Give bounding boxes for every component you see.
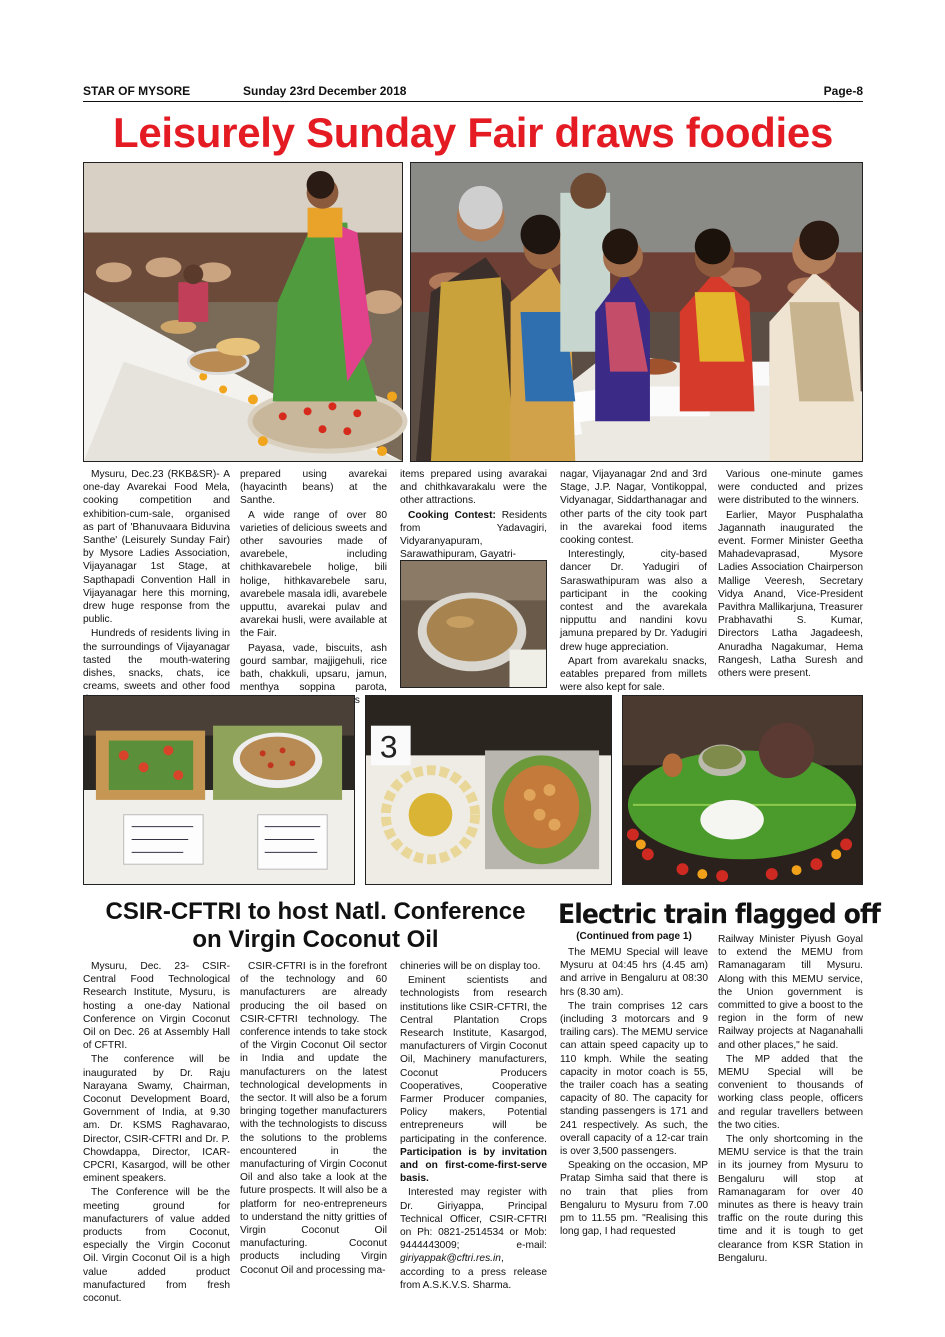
- fair-paragraph: A wide range of over 80 varieties of delicious sweets and other savouries made of avarebele, including chithkavarebele holige, bili holige, hithkavarebele saru, avarebele masala idli, avarebele upputtu, avarekai pulav and avarekai husli, were available at the Fair.: [240, 509, 387, 640]
- csir-text: Eminent scientists and technologists from research institutions like CSIR-CFTRI, the Central Plantation Crops Research Institute, Kasargod, manufacturers of Virgin Coconut Oil, Machinery manufacturers, Coconut Producers Cooperatives, Cooperative Farmer Producer companies, Policy makers, Potential entrepreneurs will be participating in the conference.: [400, 975, 547, 1145]
- fair-paragraph: [400, 509, 547, 562]
- photo-numbered-dish-entry: [365, 695, 612, 885]
- csir-paragraph: Mysuru, Dec. 23- CSIR-Central Food Technological Research Institute, Mysuru, is hosting a one-day National Conference on Virgin Coconut Oil on Dec. 26 at Assembly Hall of CFTRI.: [83, 961, 230, 1052]
- fair-paragraph: Mysuru, Dec.23 (RKB&SR)- A one-day Avarekai Food Mela, cooking competition and exhibition-cum-sale, organised as part of 'Bhanuvaara Biduvina Santhe' (Leisurely Sunday Fair) by Mysore Ladies Association, Vijayanagar 1st Stage, at Sapthapadi Convention Hall in Vijayanagar here this morning, drew huge response from the public.: [83, 469, 230, 626]
- train-paragraph: Railway Minister Piyush Goyal to extend the MEMU from Ramanagaram till Mysuru. Along with this MEMU service, the Union government is committed to give a boost to the region in the form of new Railway projects at Naganahalli and other places," he said.: [718, 934, 863, 1051]
- train-paragraph: The only shortcoming in the MEMU service is that the train in its journey from Mysuru to Bengaluru will stop at Ramanagaram for over 40 minutes as there is heavy train traffic on the route during this time and it is tough to get clearance from KSR Station in Bengaluru.: [718, 1134, 863, 1264]
- fair-paragraph: Apart from avarekalu snacks, eatables prepared from millets were also kept for sale.: [560, 655, 707, 694]
- entry-number-tag: 3: [379, 728, 398, 765]
- fair-column-3: [400, 468, 547, 561]
- photo-payasa-bowl: [400, 560, 547, 688]
- csir-paragraph: chineries will be on display too.: [400, 961, 541, 972]
- csir-paragraph: CSIR-CFTRI is in the forefront of the technology and 60 manufacturers are already producing the oil based on CSIR-CFTRI technology. The conference intends to take stock of the Virgin Coconut Oil sector in India and update the manufacturers on the latest technological developments in the sector. It will also be a forum bringing together manufacturers with the technologists to discuss the solutions to the problems encountered in the manufacturing of Virgin Coconut Oil and also take a look at the future prospects. It will also be a platform for neo-entrepreneurs to understand the nitty gritties of Virgin Coconut Oil manufacturing. Coconut products including Virgin Coconut Oil and processing ma-: [240, 961, 387, 1276]
- fair-paragraph: items prepared using avarakai and chithkavarakalu were the other attractions.: [400, 469, 547, 507]
- fair-paragraph: Hundreds of residents living in the surroundings of Vijayanagar tasted the mouth-watering dishes, snacks, chats, ice creams, sweets and other food: [83, 628, 230, 693]
- csir-paragraph: [400, 974, 547, 1185]
- fair-paragraph: prepared using avarekai (hayacinth beans) at the Santhe.: [240, 469, 387, 507]
- train-column-2: [718, 933, 863, 1268]
- fair-paragraph: Payasa, vade, biscuits, ash gourd sambar, majjigehuli, rice bath, chakkuli, upsaru, jamun, menthya soppina parota,: [240, 642, 387, 694]
- fair-paragraph: Earlier, Mayor Pusphalatha Jagannath inaugurated the event. Former Minister Geetha Mahadevaprasad, Mysore Ladies Association Chairperson Mallige Veeresh, Secretary Vidya Anand, Vice-President Pavithra Mallikarjuna, Treasurer Prabhavathi S. Kumar, Directors Latha Jagadeesh, Anuradha Nagakumar, Hema Rangesh, Latha Suresh and others were present.: [718, 509, 863, 680]
- continued-note: (Continued from page 1): [576, 931, 692, 942]
- fair-column-1: [83, 468, 230, 693]
- csir-column-1: [83, 960, 230, 1305]
- masthead: [83, 82, 863, 102]
- paper-name: STAR OF MYSORE: [83, 84, 191, 98]
- train-headline: Electric train flagged off: [558, 899, 880, 930]
- contact-email: giriyappak@cftri.res.in: [400, 1253, 501, 1265]
- cooking-contest-subhead: Cooking Contest:: [408, 509, 496, 521]
- csir-paragraph: [400, 1186, 547, 1292]
- csir-headline-line-1: CSIR-CFTRI to host Natl. Conference: [105, 898, 526, 925]
- fair-text: Residents from Yadavagiri, Vidyaranyapuram, Sarawathipuram, Gayatri-: [400, 509, 547, 561]
- train-paragraph: The MEMU Special will leave Mysuru at 04:45 hrs (4.45 am) and arrive in Bengaluru at 08:30 hrs (8.30 am).: [560, 947, 708, 998]
- fair-column-2: [240, 468, 387, 694]
- csir-column-2: [240, 960, 387, 1280]
- train-column-1: [560, 946, 708, 1268]
- main-headline: Leisurely Sunday Fair draws foodies: [112, 109, 834, 156]
- csir-paragraph: The conference will be inaugurated by Dr. Raju Narayana Swamy, Chairman, Coconut Development Board, Government of India, at 9.30 am. Dr. KSMS Raghavarao, Director, CSIR-CFTRI and Dr. P. Chowdappa, Director, ICAR-CPCRI, Kasargod, will be other eminent speakers.: [83, 1054, 230, 1185]
- fair-column-4: [560, 468, 707, 694]
- csir-paragraph: The Conference will be the meeting ground for manufacturers of value added products from Coconut, especially the Virgin Coconut Oil. Virgin Coconut Oil is a high value added product manufactured from fresh coconut.: [83, 1187, 230, 1305]
- photo-group-of-women: [410, 162, 863, 462]
- csir-headline-line-2: on Virgin Coconut Oil: [192, 926, 439, 953]
- csir-text: Interested may register with Dr. Giriyappa, Principal Technical Officer, CSIR-CFTRI on Ph: 0821-2514534 or Mob: 9444443009; e-mail:: [400, 1187, 547, 1252]
- fair-paragraph: nagar, Vijayanagar 2nd and 3rd Stage, J.P. Nagar, Vontikoppal, Vidyanagar, Siddarthanagar and other parts of the city took part in the avarekai food items cooking contest.: [560, 469, 707, 547]
- photo-banana-leaf-meal: [622, 695, 863, 885]
- csir-text: , according to a press release from A.S.K.V.S. Sharma.: [400, 1253, 547, 1291]
- csir-column-3: [400, 960, 547, 1291]
- photo-dishes-with-labels: [83, 695, 355, 885]
- train-paragraph: The train comprises 12 cars (including 3 motorcars and 9 trailing cars). The MEMU service can attain speed capacity up to 110 kmph. While the seating capacity in motor coach is 55, the trailer coach has a seating capacity of 80. The capacity for standing passengers is 171 and 241 respectively. As such, the overall capacity of a 12-car train is over 3,500 passengers.: [560, 1000, 708, 1158]
- page-number: Page-8: [823, 84, 863, 98]
- photo-woman-at-food-table: [83, 162, 403, 462]
- fair-paragraph: Interestingly, city-based dancer Dr. Yadugiri of Saraswathipuram was also a participant in the cooking contest and the avarekala nipputtu and nandini kovu jamuna prepared by Dr. Yadugiri drew huge appreciation.: [560, 549, 707, 653]
- train-paragraph: The MP added that the MEMU Special will be convenient to thousands of working class people, officers and regular travellers between the two cities.: [718, 1053, 863, 1131]
- fair-paragraph: Various one-minute games were conducted and prizes were distributed to the winners.: [718, 469, 863, 507]
- participation-note: Participation is by invitation and on first-come-first-serve basis.: [400, 1146, 547, 1185]
- issue-date: Sunday 23rd December 2018: [243, 84, 407, 98]
- train-paragraph: Speaking on the occasion, MP Pratap Simha said that there is no train that plies from Bengaluru to Mysuru from 7.00 pm to 11.55 pm. "Realising this long gap, I had requested: [560, 1160, 708, 1238]
- fair-column-5: [718, 468, 863, 690]
